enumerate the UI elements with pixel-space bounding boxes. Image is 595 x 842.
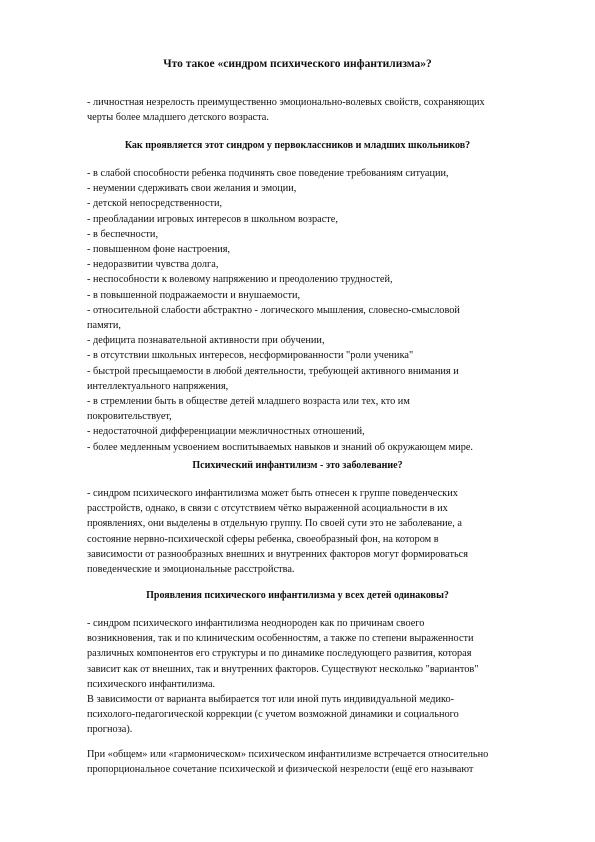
text-line: При «общем» или «гармоническом» психическом инфантилизме встречается относительно — [87, 749, 489, 760]
disease-answer-paragraph — [87, 486, 557, 577]
text-line: В зависимости от варианта выбирается тот или иной путь индивидуальной медико- — [87, 694, 455, 706]
text-line: состояние нервно-психической сферы ребенка, своеобразный фон, на котором в — [87, 533, 439, 545]
text-line: - синдром психического инфантилизма может быть отнесен к группе поведенческих — [87, 488, 458, 499]
list-item: - детской непосредственности, — [87, 198, 223, 210]
list-item: - быстрой пресыщаемости в любой деятельности, требующей активного внимания и — [87, 365, 459, 377]
list-item: - неумении сдерживать свои желания и эмоции, — [87, 183, 297, 195]
text-line: черты более младшего детского возраста. — [87, 112, 269, 124]
list-item: - в стремлении быть в обществе детей младшего возраста или тех, кто им — [87, 396, 410, 408]
text-line: зависит как от внешних, так и внутренних факторов. Существуют несколько "вариантов" — [87, 663, 479, 675]
text-line: возникновения, так и по клиническим особенностям, а также по степени выраженности — [87, 633, 474, 645]
text-line: прогноза). — [87, 724, 133, 736]
section-heading-variants: Проявления психического инфантилизма у всех детей одинаковы? — [146, 590, 449, 601]
list-item: - в беспечности, — [87, 228, 159, 240]
list-item: - недостаточной дифференциации межличностных отношений, — [87, 426, 365, 438]
list-item: - преобладании игровых интересов в школьном возрасте, — [87, 213, 338, 225]
list-item: - повышенном фоне настроения, — [87, 244, 231, 256]
document-title: Что такое «синдром психического инфантилизма»? — [163, 58, 432, 70]
symptoms-list — [87, 166, 557, 455]
list-item: интеллектуального напряжения, — [87, 380, 229, 392]
text-line: расстройств, однако, в связи с отсутствием чётко выраженной асоциальности в их — [87, 503, 448, 515]
list-item: - более медленным усвоением воспитываемых навыков и знаний об окружающем мире. — [87, 441, 473, 453]
definition-paragraph — [87, 95, 557, 125]
list-item: - в отсутствии школьных интересов, несформированности "роли ученика" — [87, 350, 414, 362]
list-item: - в слабой способности ребенка подчинять свое поведение требованиям ситуации, — [87, 168, 449, 179]
section-heading-manifestation: Как проявляется этот синдром у первоклассников и младших школьников? — [124, 140, 471, 151]
text-line: психолого-педагогической коррекции (с учетом возможной динамики и социального — [87, 709, 459, 721]
list-item: - недоразвитии чувства долга, — [87, 259, 219, 271]
text-line: зависимости от разнообразных внешних и внутренних факторов могут формироваться — [87, 548, 468, 560]
text-line: различных компонентов его структуры и по динамике последующего развития, которая — [87, 648, 472, 660]
section-heading-disease: Психический инфантилизм - это заболевание? — [192, 460, 403, 471]
text-line: поведенческие и эмоциональные расстройства. — [87, 564, 295, 576]
text-line: - синдром психического инфантилизма неоднороден как по причинам своего — [87, 618, 425, 629]
list-item: - в повышенной подражаемости и внушаемости, — [87, 289, 301, 301]
text-line: психического инфантилизма. — [87, 678, 216, 690]
list-item: - дефицита познавательной активности при обучении, — [87, 335, 325, 347]
list-item: - неспособности к волевому напряжению и преодолению трудностей, — [87, 274, 393, 286]
text-line: проявлениях, они выделены в отдельную группу. По своей сути это не заболевание, а — [87, 518, 462, 530]
list-item: покровительствует, — [87, 411, 172, 423]
list-item: памяти, — [87, 320, 121, 332]
text-line: - личностная незрелость преимущественно эмоционально-волевых свойств, сохраняющих — [87, 97, 485, 108]
text-line: пропорциональное сочетание психической и физической незрелости (ещё его называют — [87, 764, 474, 776]
harmonic-infantilism-paragraph — [87, 747, 557, 777]
list-item: - относительной слабости абстрактно - логического мышления, словесно-смысловой — [87, 304, 460, 316]
variants-answer-paragraph — [87, 616, 557, 738]
